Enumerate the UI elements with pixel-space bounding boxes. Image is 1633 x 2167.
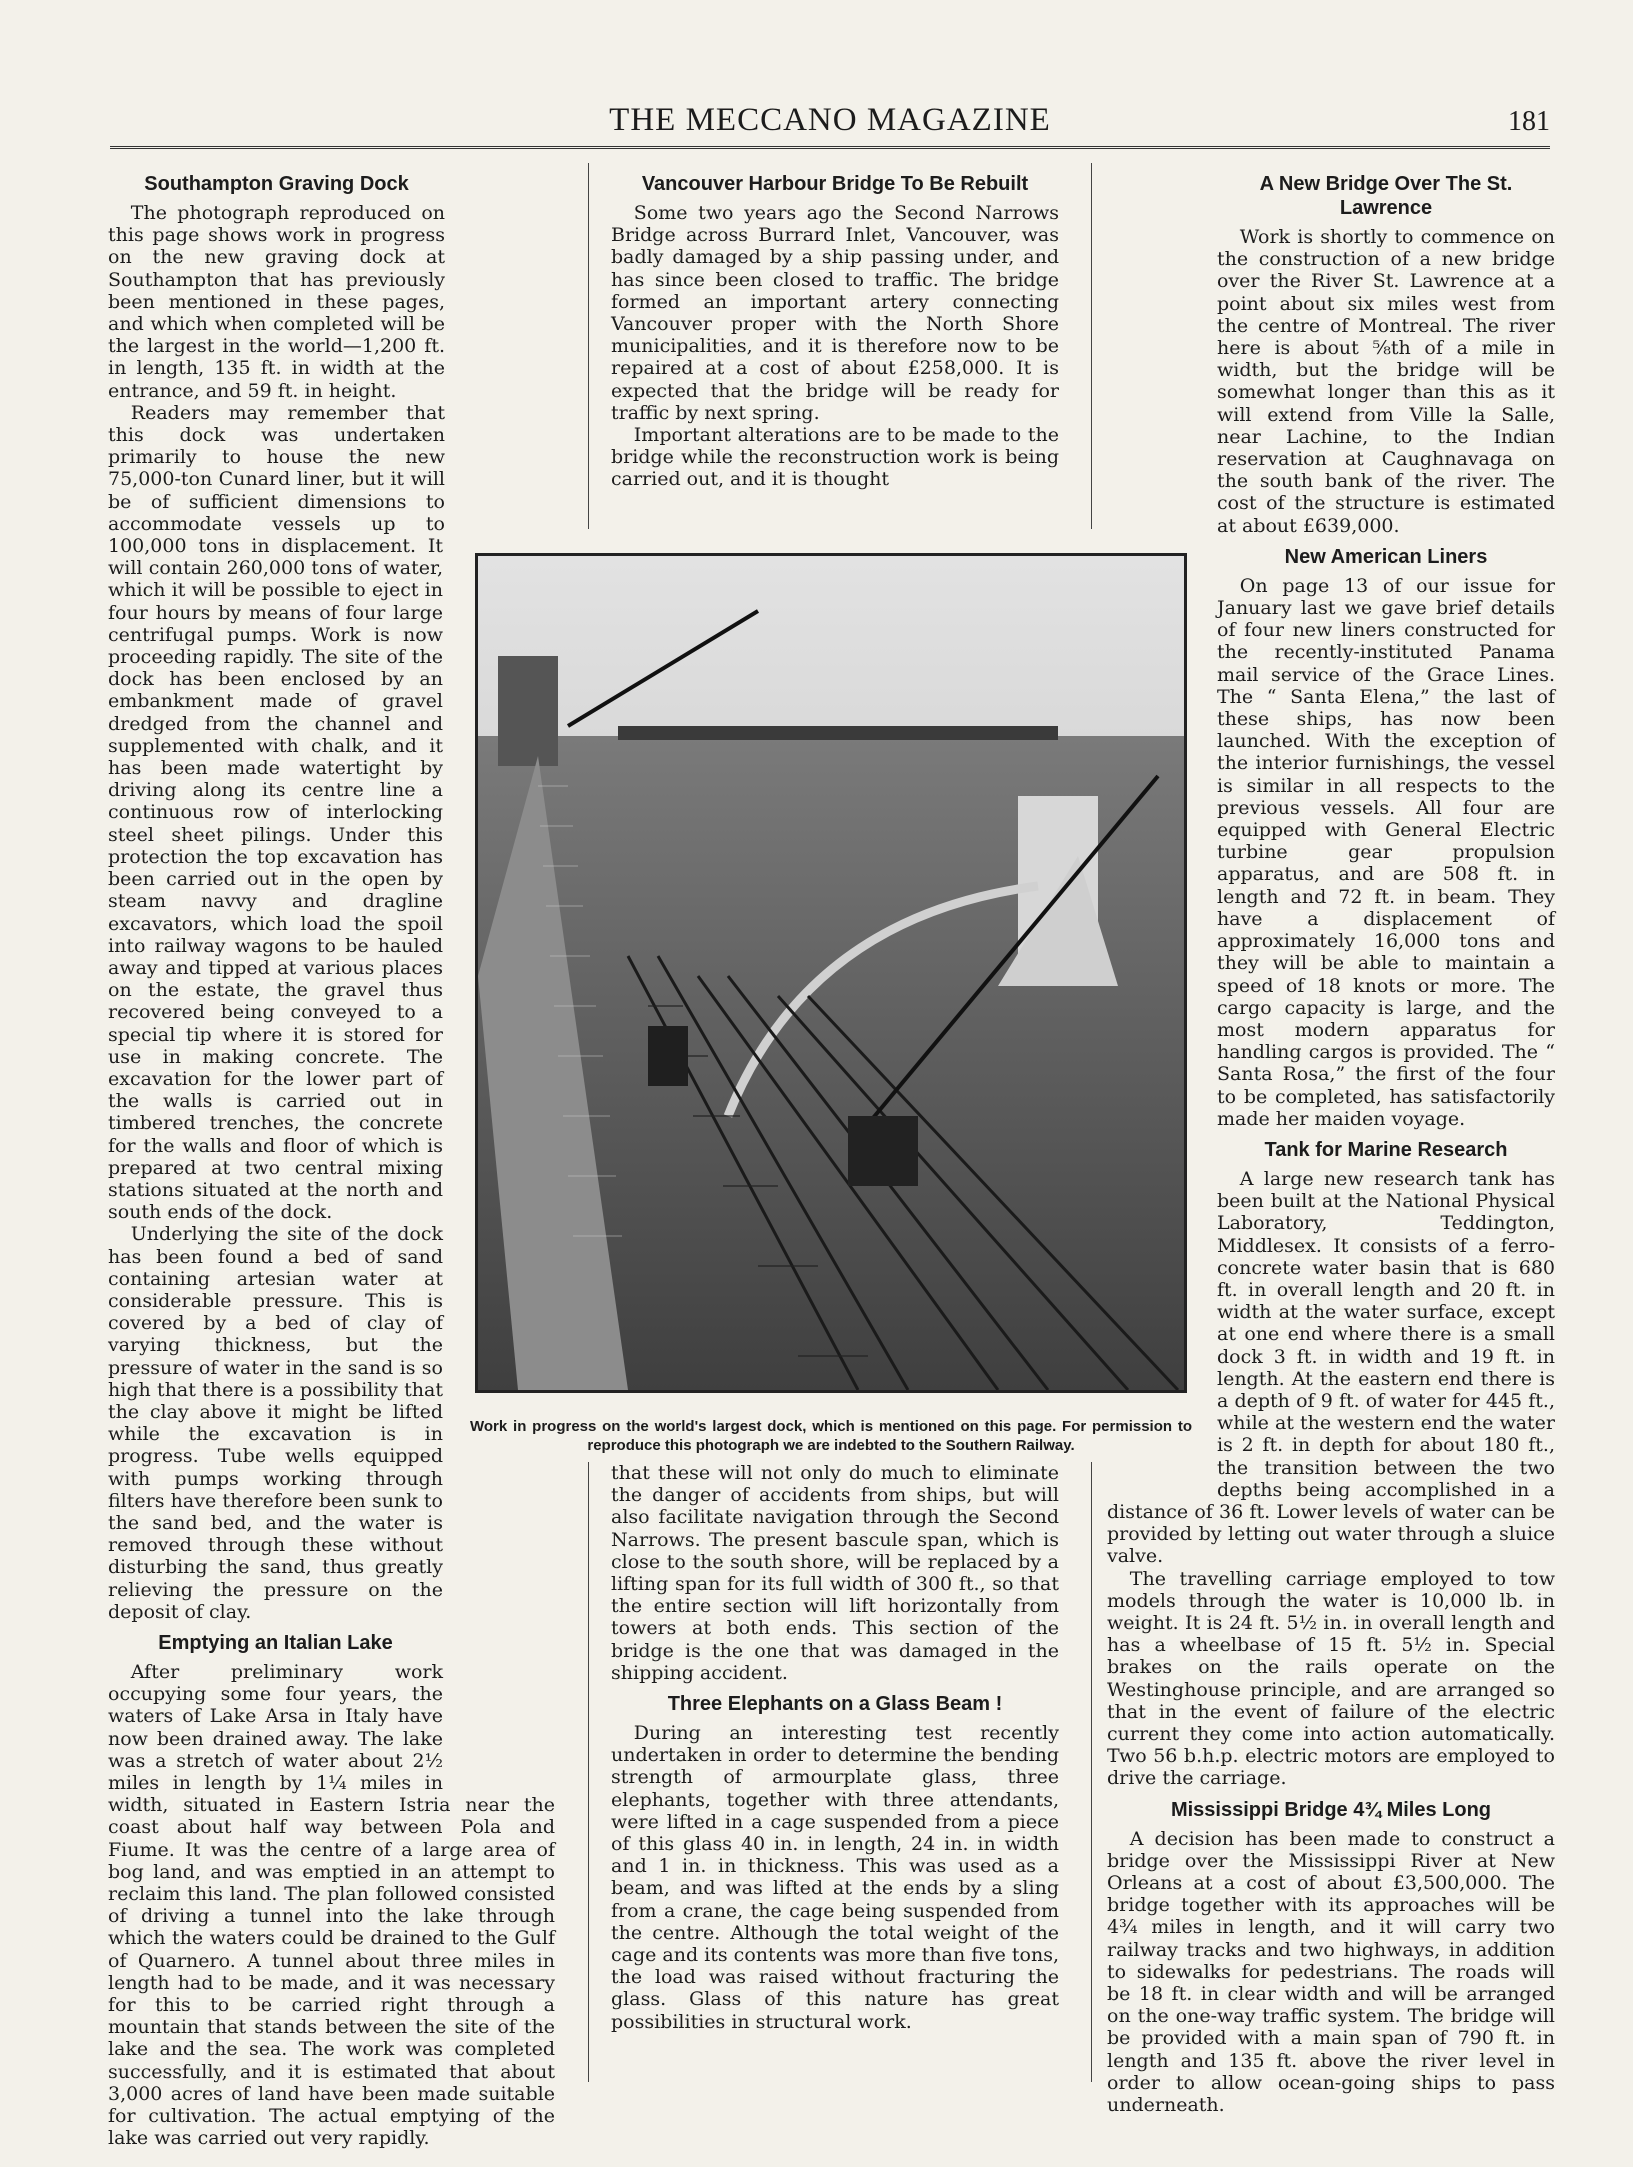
article-paragraph: Some two years ago the Second Narrows Bridge across Burrard Inlet, Vancouver, was badly damaged by a ship passing under, and has since been closed to traffic. The bridge formed an important artery connecting Vancouver proper with the North Shore municipalities, and it is therefore now to be repaired at a cost of about £258,000. It is expected that the bridge will be ready for traffic by next spring.	[611, 202, 1059, 424]
article-paragraph: The photograph reproduced on this page shows work in progress on the new graving dock at Southampton that has previously been mentioned in these pages, and which when completed will be the largest in the world—1,200 ft. in length, 135 ft. in width at the entrance, and 59 ft. in height.	[108, 202, 445, 402]
heading-mississippi-bridge: Mississippi Bridge 4¾ Miles Long	[1170, 1798, 1492, 1821]
column-middle-top	[611, 172, 1059, 491]
column-rule	[1091, 163, 1092, 529]
article-paragraph: A decision has been made to construct a bridge over the Mississippi River at New Orleans at a cost of about £3,500,000. The bridge together with its approaches will be 4¾ miles in length, and it will carry two railway tracks and two highways, in addition to sidewalks for pedestrians. The roads will be 18 ft. in clear width and will be arranged on the one-way traffic system. The bridge will be provided with a main span of 790 ft. in length and 135 ft. above the river level in order to allow ocean-going ships to pass underneath.	[1107, 1827, 1555, 2117]
article-paragraph: Readers may remember that this dock was undertaken primarily to house the new 75,000-ton Cunard liner, but it will be of sufficient dimensions to accommodate vessels up to 100,000 tons in displacement. It will contain 260,000 tons of water, which it will be possible to eject in four hours by means of four large centrifugal pumps. Work is now proceeding rapidly. The site of the dock has been enclosed by an embankment made of gravel dredged from the channel and supplemented with chalk, and it has been made watertight by driving along its centre line a continuous row of interlocking steel sheet pilings. Under this protection the top excavation has been carried out in the open by steam navvy and dragline excavators, which load the spoil into railway wagons to be hauled away and tipped at various places on the estate, the gravel thus recovered being conveyed to a special tip where it is stored for use in making concrete. The excavation for the lower part of the walls is carried out in timbered trenches, the concrete for the walls and floor of which is prepared at two central mixing stations situated at the north and south ends of the dock.	[108, 401, 445, 1224]
heading-st-lawrence-bridge: A New Bridge Over The St. Lawrence	[1259, 173, 1513, 219]
article-paragraph: The travelling carriage employed to tow models through the water is 10,000 lb. in weight. It is 24 ft. 5½ in. in overall length and has a wheelbase of 15 ft. 5½ in. Special brakes on the rails operate on the Westinghouse principle, and are arranged so that in the event of failure of the electric current they come into action automatically. Two 56 b.h.p. electric motors are employed to drive the carriage.	[1107, 1567, 1555, 1790]
page-number: 181	[1508, 106, 1550, 137]
heading-tank-marine-research: Tank for Marine Research	[1264, 1138, 1508, 1161]
heading-american-liners: New American Liners	[1284, 545, 1488, 568]
article-paragraph: After preliminary work occupying some four years, the waters of Lake Arsa in Italy have now been drained away. The lake was a stretch of water about 2½ miles in length by 1¼ miles in width, situated in Eastern Istria near the coast about half way between Pola and Fiume. It was the centre of a large area of bog land, and was emptied in an attempt to reclaim this land. The plan followed consisted of driving a tunnel into the lake through which the waters could be drained to the Gulf of Quarnero. A tunnel about three miles in length had to be made, and it was necessary for this to be carried right through a mountain that stands between the site of the lake and the sea. The work was completed successfully, and it is estimated that about 3,000 acres of land have been made suitable for cultivation. The actual emptying of the lake was carried out very rapidly.	[108, 1661, 555, 2150]
article-paragraph: On page 13 of our issue for January last we gave brief details of four new liners constructed for the recently-instituted Panama mail service of the Grace Lines. The “ Santa Elena,” the last of these ships, has now been launched. With the exception of the interior furnishings, the vessel is similar in all respects to the previous vessels. All four are equipped with General Electric turbine gear propulsion apparatus, and are 508 ft. in length and 72 ft. in beam. They have a displacement of approximately 16,000 tons and they will be able to maintain a speed of 18 knots or more. The cargo capacity is large, and the most modern apparatus for handling cargos is provided. The “ Santa Rosa,” the first of the four to be completed, has satisfactorily made her maiden voyage.	[1217, 574, 1555, 1130]
article-paragraph: Important alterations are to be made to the bridge while the reconstruction work is being carried out, and it is thought	[611, 424, 1059, 491]
column-rule	[588, 163, 589, 529]
heading-southampton-graving-dock: Southampton Graving Dock	[144, 173, 409, 195]
dock-photo-illustration	[478, 556, 1184, 1390]
article-paragraph: A large new research tank has been built at the National Physical Laboratory, Teddington, Middlesex. It consists of a ferro-concrete water basin that is 680 ft. in overall length and 20 ft. in width at the water surface, except at one end where there is a small dock 3 ft. in width and 19 ft. in length. At the eastern end there is a depth of 9 ft. of water for 445 ft., while at the western end the water is 2 ft. in depth for about 180 ft., the transition between the two depths being accomplished in a distance of 36 ft. Lower levels of water can be provided by letting out water through a sluice valve.	[1107, 1167, 1555, 1568]
photo-caption: Work in progress on the world's largest dock, which is mentioned on this page. For permission to reproduce this photograph we are indebted to the Southern Railway.	[470, 1418, 1192, 1454]
article-paragraph: that these will not only do much to eliminate the danger of accidents from ships, but will also facilitate navigation through the Second Narrows. The present bascule span, which is close to the south shore, will be replaced by a lifting span for its full width of 300 ft., so that the entire section will lift horizontally from towers at both ends. This section of the bridge is the one that was damaged in the shipping accident.	[611, 1462, 1059, 1684]
column-middle-bottom	[611, 1462, 1059, 2033]
masthead	[110, 100, 1550, 149]
heading-italian-lake: Emptying an Italian Lake	[158, 1632, 393, 1654]
article-paragraph: During an interesting test recently undertaken in order to determine the bending strength of armourplate glass, three elephants, together with three attendants, were lifted in a cage suspended from a piece of this glass 40 in. in length, 24 in. in width and 1 in. in thickness. This was used as a beam, and was lifted at the ends by a sling from a crane, the cage being suspended from the centre. Although the total weight of the cage and its contents was more than five tons, the load was raised without fracturing the glass. Glass of this nature has great possibilities in structural work.	[611, 1722, 1060, 2033]
magazine-title: THE MECCANO MAGAZINE	[609, 102, 1051, 138]
column-rule	[1091, 1462, 1092, 2082]
heading-three-elephants: Three Elephants on a Glass Beam !	[667, 1693, 1003, 1716]
column-rule	[588, 1462, 589, 2082]
heading-vancouver-bridge: Vancouver Harbour Bridge To Be Rebuilt	[641, 173, 1029, 195]
article-paragraph: Work is shortly to commence on the construction of a new bridge over the River St. Lawrence at a point about six miles west from the centre of Montreal. The river here is about ⅝th of a mile in width, but the bridge will be somewhat longer than this as it will extend from Ville la Salle, near Lachine, to the Indian reservation at Caughnavaga on the south bank of the river. The cost of the structure is estimated at about £639,000.	[1217, 226, 1555, 537]
dock-photograph	[475, 553, 1187, 1393]
article-paragraph: Underlying the site of the dock has been found a bed of sand containing artesian water at considerable pressure. This is covered by a bed of clay of varying thickness, but the pressure of water in the sand is so high that there is a possibility that the clay above it might be lifted while the excavation is in progress. Tube wells equipped with pumps working through filters have therefore been sunk to the sand bed, and the water is removed through these without disturbing the sand, thus greatly relieving the pressure on the deposit of clay.	[108, 1223, 443, 1623]
